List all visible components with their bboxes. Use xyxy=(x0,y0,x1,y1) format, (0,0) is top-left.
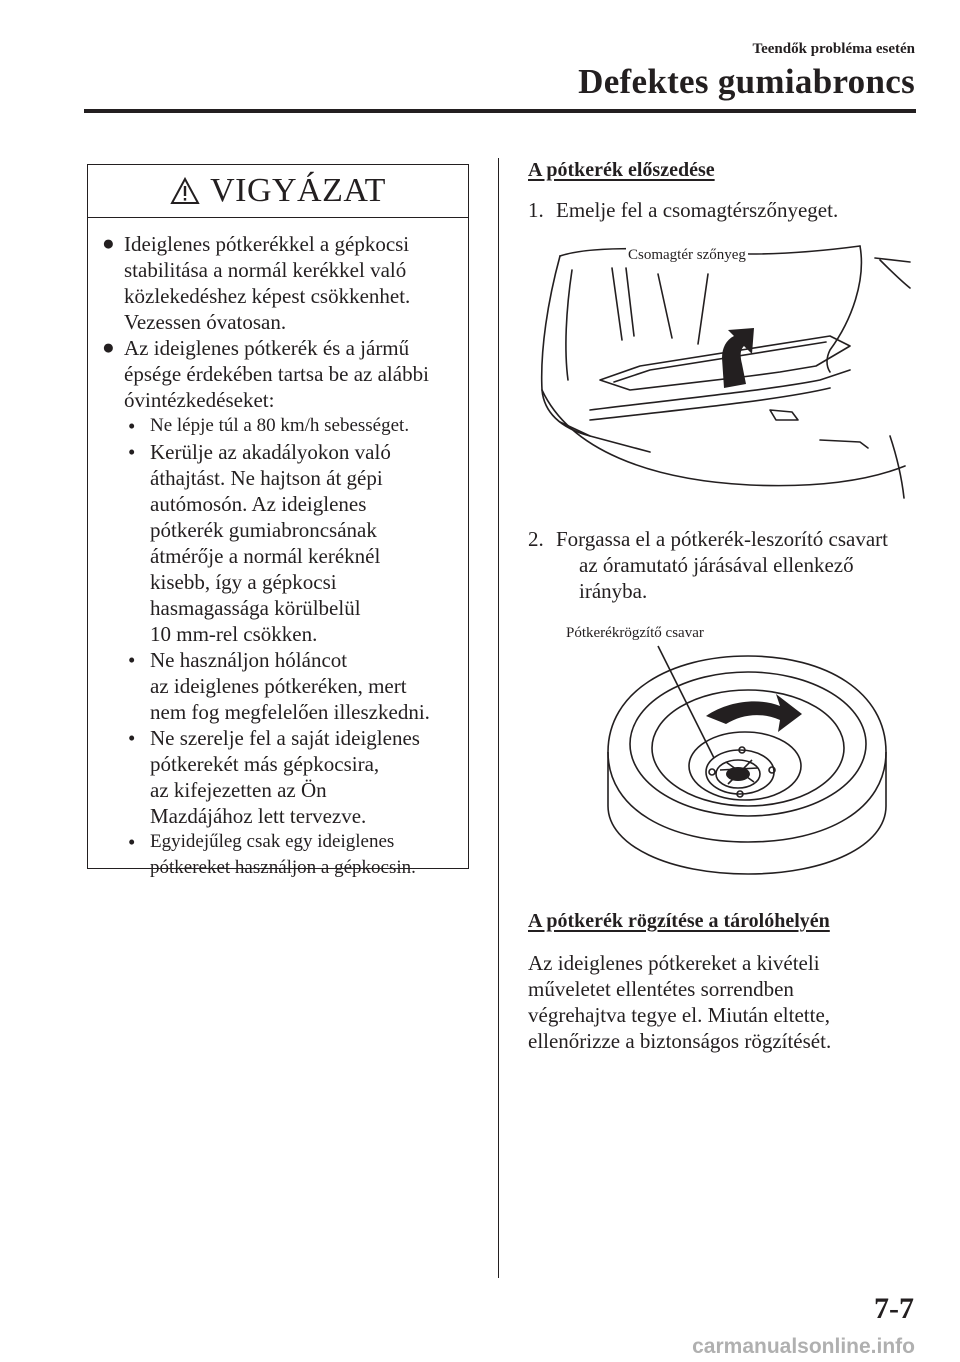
header-rule xyxy=(84,109,916,113)
warning-line: Vezessen óvatosan. xyxy=(124,310,287,334)
step-text: irányba. xyxy=(579,579,648,603)
warning-line: 10 mm-rel csökken. xyxy=(150,622,318,646)
figure-label: Pótkerékrögzítő csavar xyxy=(566,625,704,641)
warning-line: Ideiglenes pótkerékkel a gépkocsi xyxy=(124,232,410,256)
column-divider xyxy=(498,158,499,1278)
warning-title: VIGYÁZAT xyxy=(210,172,386,209)
warning-line: áthajtást. Ne hajtson át gépi xyxy=(150,466,383,490)
warning-line: Ne lépje túl a 80 km/h sebességet. xyxy=(150,415,410,436)
warning-header xyxy=(88,165,468,218)
bullet-dot: ● xyxy=(102,335,115,359)
warning-line: átmérője a normál keréknél xyxy=(150,544,381,568)
warning-line: hasmagassága körülbelül xyxy=(150,596,361,620)
sub-bullet-dot: • xyxy=(128,726,136,750)
warning-line: Kerülje az akadályokon való xyxy=(150,440,391,464)
warning-line: Egyidejűleg csak egy ideiglenes xyxy=(150,831,395,852)
warning-line: kisebb, így a gépkocsi xyxy=(150,570,337,594)
warning-line: közlekedéshez képest csökkenhet. xyxy=(124,284,411,308)
sub-bullet-dot: • xyxy=(128,830,136,854)
section-subtitle: Teendők probléma esetén xyxy=(752,41,915,57)
sub-bullet-dot: • xyxy=(128,440,136,464)
warning-line: pótkerekét más gépkocsira, xyxy=(150,752,380,776)
storing-heading: A pótkerék rögzítése a tárolóhelyén xyxy=(528,910,830,932)
storing-text: műveletet ellentétes sorrendben xyxy=(528,977,794,1001)
trunk-mat-illustration xyxy=(530,240,912,500)
storing-text: végrehajtva tegye el. Miután eltette, xyxy=(528,1003,831,1027)
warning-line: az kifejezetten az Ön xyxy=(150,778,327,802)
warning-line: autómosón. Az ideiglenes xyxy=(150,492,367,516)
sub-bullet-dot: • xyxy=(128,414,136,438)
bullet-dot: ● xyxy=(102,231,115,255)
step-number: 1. xyxy=(528,198,544,222)
warning-line: Mazdájához lett tervezve. xyxy=(150,804,367,828)
warning-line: Az ideiglenes pótkerék és a jármű xyxy=(124,336,410,360)
section-title: Defektes gumiabroncs xyxy=(578,62,915,101)
warning-line: stabilitása a normál kerékkel való xyxy=(124,258,407,282)
spare-tire-illustration xyxy=(590,620,910,880)
warning-line: óvintézkedéseket: xyxy=(124,388,275,412)
warning-line: pótkereket használjon a gépkocsin. xyxy=(150,857,416,878)
warning-line: épsége érdekében tartsa be az alábbi xyxy=(124,362,429,386)
storing-text: Az ideiglenes pótkereket a kivételi xyxy=(528,951,820,975)
warning-triangle-icon xyxy=(170,177,200,205)
watermark: carmanualsonline.info xyxy=(692,1335,915,1358)
step-number: 2. xyxy=(528,527,544,551)
warning-line: nem fog megfelelően illeszkedni. xyxy=(150,700,430,724)
step-text: az óramutató járásával ellenkező xyxy=(579,553,854,577)
warning-box xyxy=(87,164,469,878)
step-text: Emelje fel a csomagtérszőnyeget. xyxy=(556,198,839,222)
warning-line: pótkerék gumiabroncsának xyxy=(150,518,377,542)
warning-line: Ne szerelje fel a saját ideiglenes xyxy=(150,726,420,750)
warning-line: Ne használjon hóláncot xyxy=(150,648,348,672)
figure-label: Csomagtér szőnyeg xyxy=(628,247,746,263)
warning-line: az ideiglenes pótkeréken, mert xyxy=(150,674,407,698)
sub-bullet-dot: • xyxy=(128,648,136,672)
step-text: Forgassa el a pótkerék-leszorító csavart xyxy=(556,527,888,551)
storing-text: ellenőrizze a biztonságos rögzítését. xyxy=(528,1029,832,1053)
removal-heading: A pótkerék előszedése xyxy=(528,159,715,181)
page-number: 7-7 xyxy=(874,1292,914,1325)
